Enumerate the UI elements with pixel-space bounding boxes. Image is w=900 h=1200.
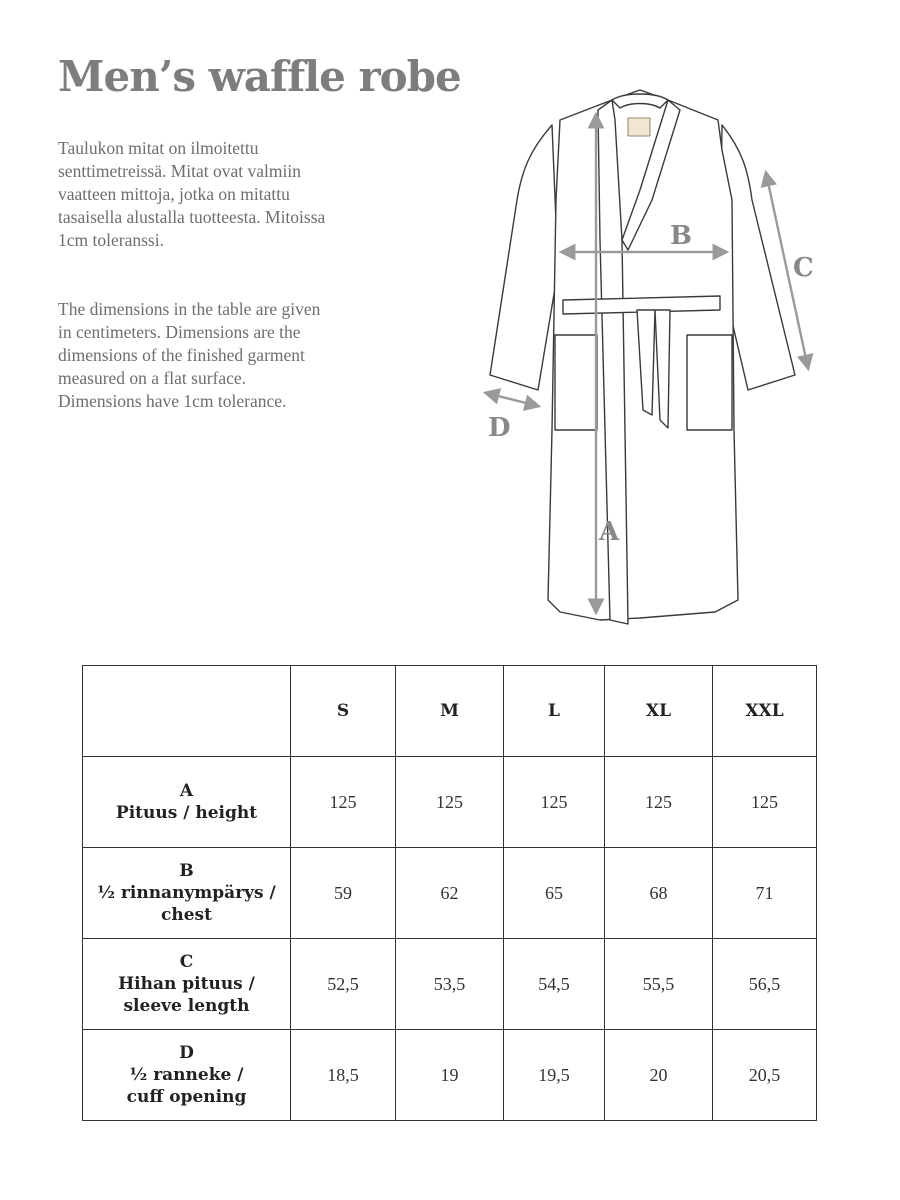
left-pocket bbox=[555, 335, 597, 430]
table-cell: 65 bbox=[504, 848, 605, 939]
row-label-line: Pituus / height bbox=[115, 803, 258, 823]
intro-english-line: Dimensions have 1cm tolerance. bbox=[58, 391, 287, 411]
robe-outline bbox=[490, 90, 795, 624]
table-cell: 54,5 bbox=[504, 939, 605, 1030]
table-cell: 20 bbox=[605, 1030, 713, 1121]
label-c: C bbox=[793, 253, 814, 283]
size-header: XL bbox=[605, 666, 713, 757]
intro-finnish-line: senttimetreissä. Mitat ovat valmiin bbox=[58, 161, 302, 181]
intro-finnish-line: vaatteen mittoja, jotka on mitattu bbox=[58, 184, 290, 204]
row-letter: C bbox=[179, 952, 194, 972]
table-row bbox=[83, 757, 817, 848]
table-cell: 62 bbox=[396, 848, 504, 939]
page-title: Men’s waffle robe bbox=[58, 52, 461, 101]
robe-diagram bbox=[470, 80, 830, 640]
table-row bbox=[83, 848, 817, 939]
size-header: S bbox=[291, 666, 396, 757]
size-header: L bbox=[504, 666, 605, 757]
size-header: XXL bbox=[713, 666, 817, 757]
table-cell: 68 bbox=[605, 848, 713, 939]
table-cell: 18,5 bbox=[291, 1030, 396, 1121]
table-cell: 55,5 bbox=[605, 939, 713, 1030]
label-a: A bbox=[599, 517, 620, 547]
table-cell: 71 bbox=[713, 848, 817, 939]
table-cell: 53,5 bbox=[396, 939, 504, 1030]
row-label-line: ½ ranneke / bbox=[129, 1065, 244, 1085]
right-pocket bbox=[687, 335, 732, 430]
table-cell: 125 bbox=[605, 757, 713, 848]
table-header-row bbox=[83, 666, 817, 757]
row-label-line: chest bbox=[161, 905, 212, 925]
row-label bbox=[83, 757, 291, 848]
intro-finnish-line: 1cm toleranssi. bbox=[58, 230, 164, 250]
row-label-line: Hihan pituus / bbox=[118, 974, 255, 994]
size-header: M bbox=[396, 666, 504, 757]
row-label bbox=[83, 939, 291, 1030]
row-label bbox=[83, 848, 291, 939]
table-cell: 52,5 bbox=[291, 939, 396, 1030]
table-row bbox=[83, 1030, 817, 1121]
row-label-line: ½ rinnanympärys / bbox=[97, 883, 276, 903]
intro-english-line: measured on a flat surface. bbox=[58, 368, 247, 388]
intro-english-line: The dimensions in the table are given bbox=[58, 299, 321, 319]
row-label-line: cuff opening bbox=[126, 1087, 247, 1107]
intro-english-line: dimensions of the finished garment bbox=[58, 345, 305, 365]
row-letter: D bbox=[179, 1043, 194, 1063]
label-b: B bbox=[670, 221, 692, 251]
intro-english-line: in centimeters. Dimensions are the bbox=[58, 322, 301, 342]
table-row bbox=[83, 939, 817, 1030]
table-cell: 125 bbox=[504, 757, 605, 848]
intro-finnish-line: tasaisella alustalla tuotteesta. Mitoissa bbox=[58, 207, 326, 227]
table-cell: 56,5 bbox=[713, 939, 817, 1030]
row-label bbox=[83, 1030, 291, 1121]
row-letter: B bbox=[179, 861, 194, 881]
table-cell: 125 bbox=[396, 757, 504, 848]
intro-finnish bbox=[58, 137, 418, 252]
label-d: D bbox=[488, 413, 511, 443]
table-corner-cell bbox=[83, 666, 291, 757]
neck-tag bbox=[628, 118, 650, 136]
left-sleeve bbox=[490, 125, 558, 390]
size-table bbox=[82, 665, 817, 1121]
table-cell: 125 bbox=[713, 757, 817, 848]
table-cell: 125 bbox=[291, 757, 396, 848]
row-letter: A bbox=[179, 781, 194, 801]
table-cell: 59 bbox=[291, 848, 396, 939]
row-label-line: sleeve length bbox=[123, 996, 250, 1016]
table-cell: 20,5 bbox=[713, 1030, 817, 1121]
intro-finnish-line: Taulukon mitat on ilmoitettu bbox=[58, 138, 259, 158]
arrow-d bbox=[486, 393, 538, 406]
intro-english bbox=[58, 298, 418, 413]
table-cell: 19 bbox=[396, 1030, 504, 1121]
table-cell: 19,5 bbox=[504, 1030, 605, 1121]
